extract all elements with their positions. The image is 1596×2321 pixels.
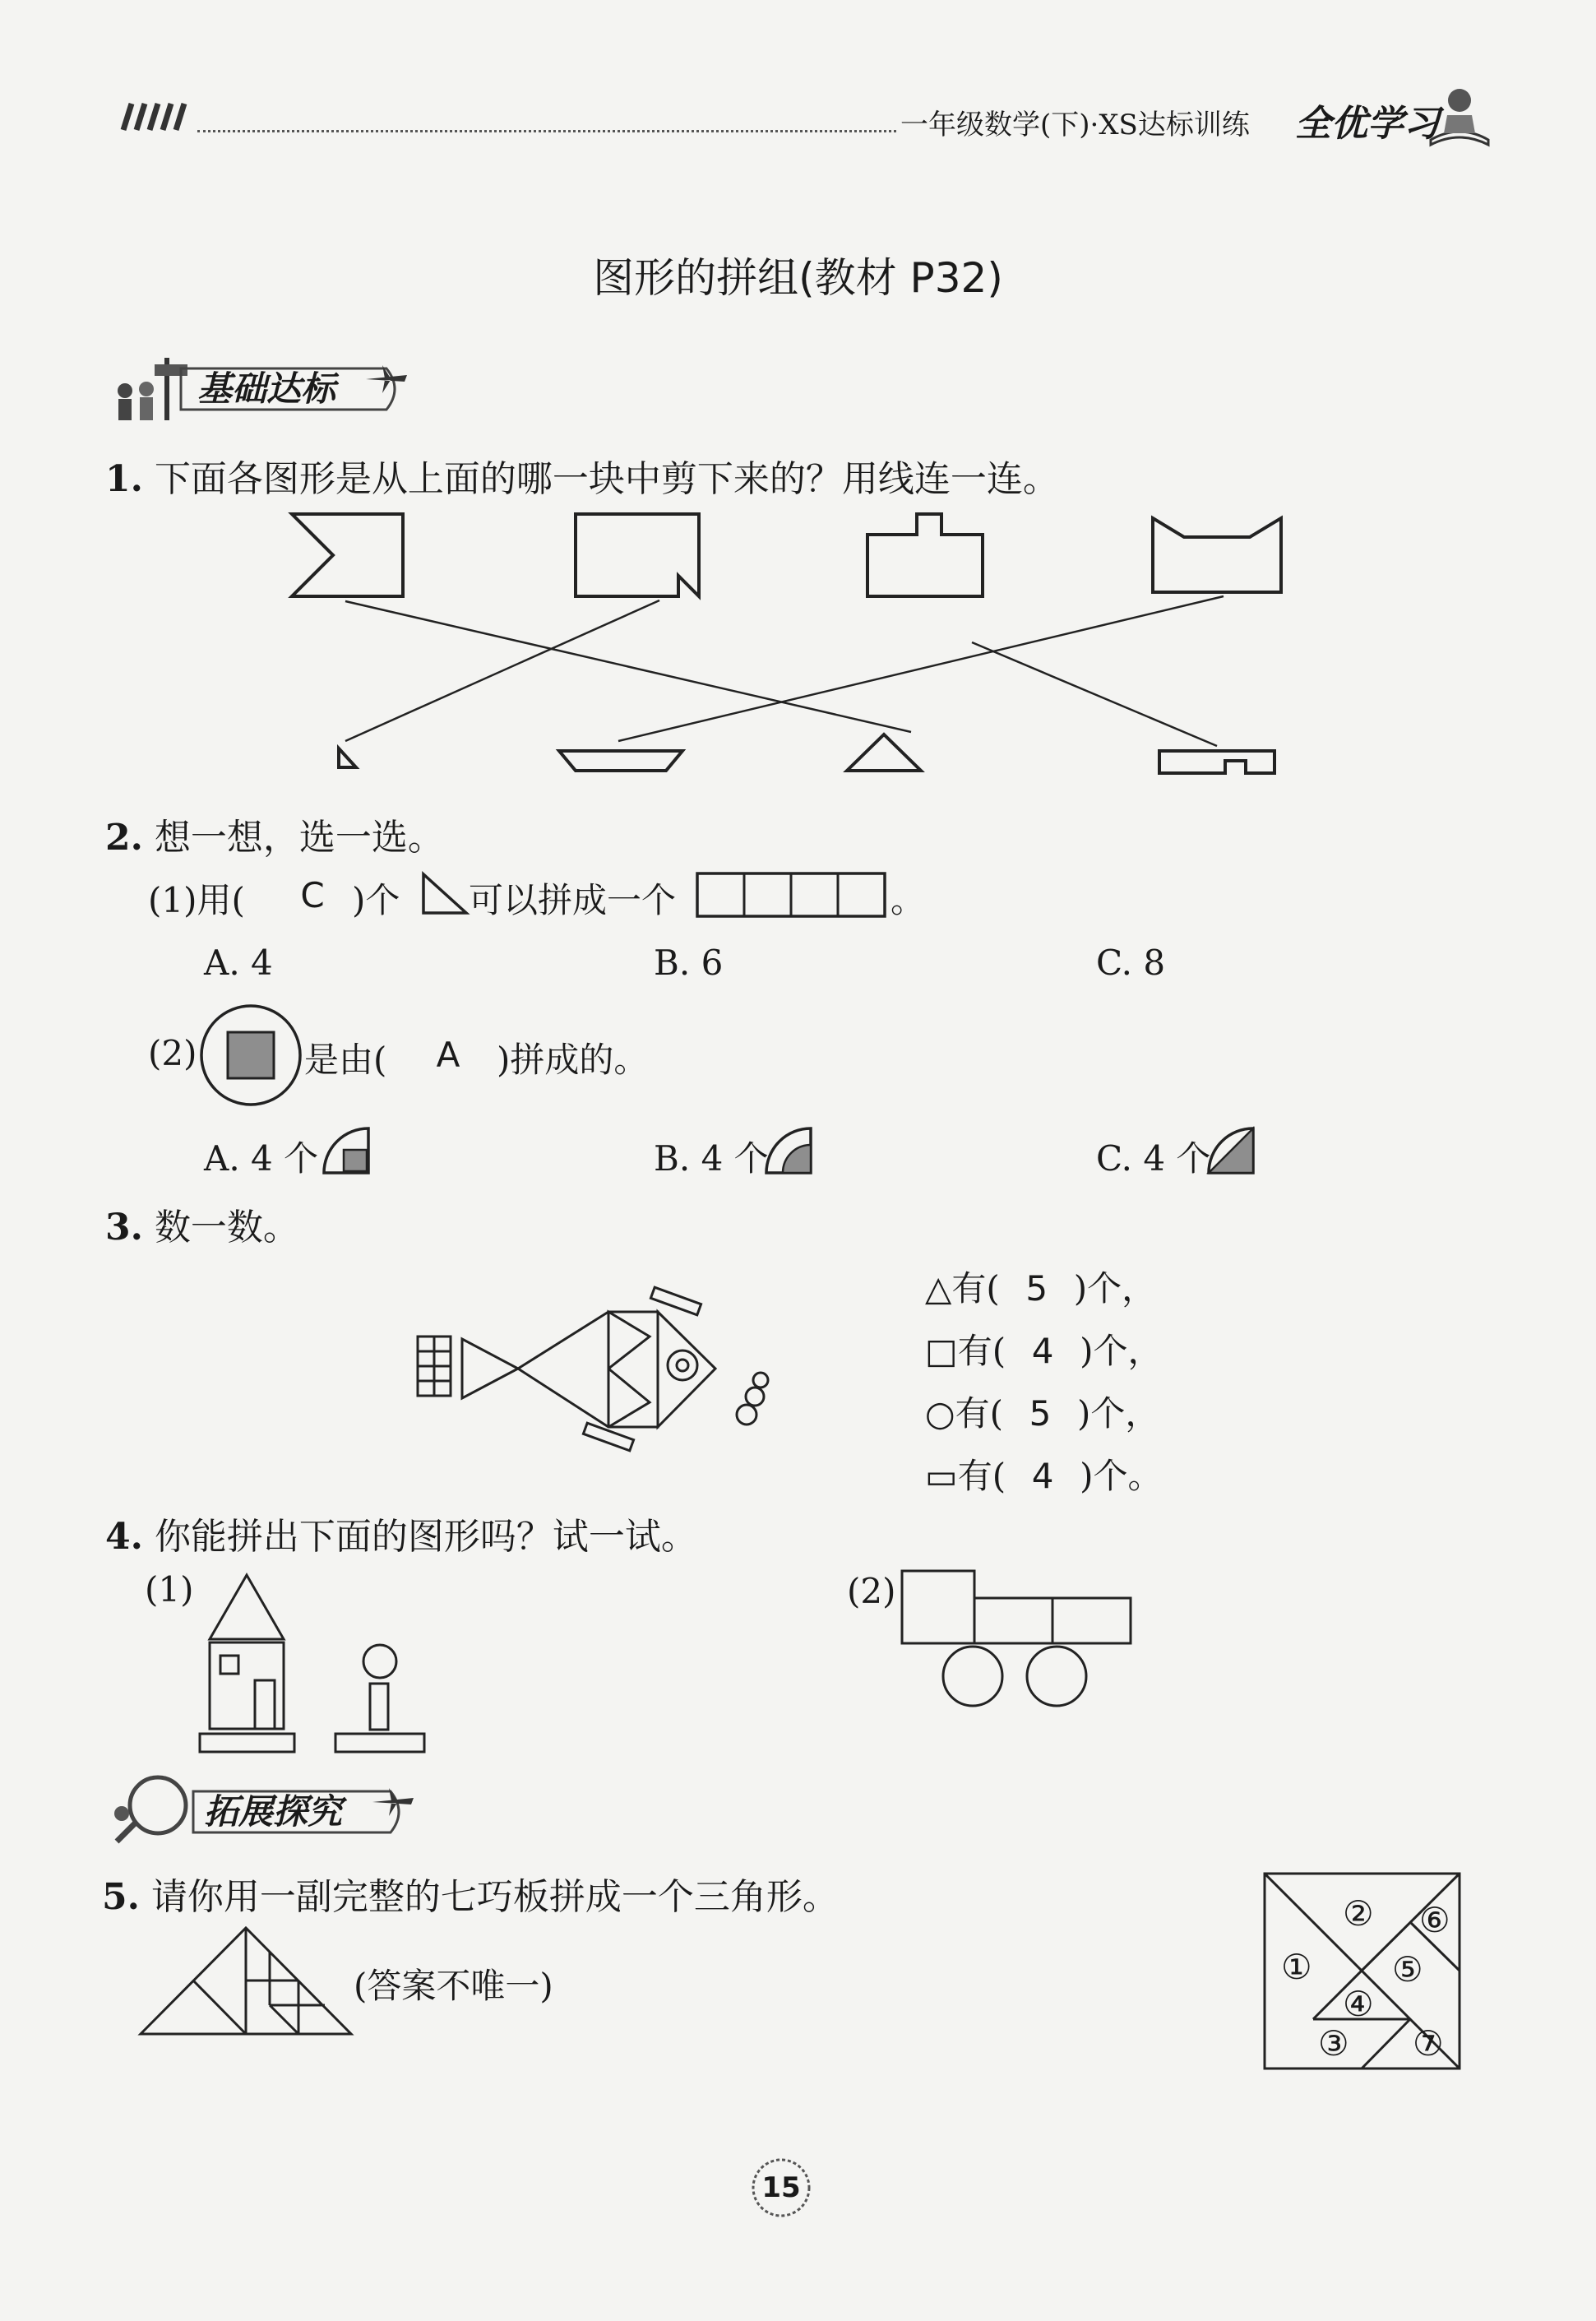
- tangram-piece-6: ⑥: [1419, 1900, 1450, 1940]
- triangle-shape-icon: △: [925, 1268, 952, 1309]
- match-line: [345, 601, 911, 732]
- question-text: 数一数。: [154, 1207, 299, 1249]
- q2-sub2-option-c: C. 4 个: [1096, 1138, 1211, 1179]
- small-triangle-piece: [339, 748, 356, 767]
- page-number: 15: [761, 2171, 801, 2204]
- q5-note: (答案不唯一): [354, 1966, 553, 2006]
- q4-label-1: (1): [145, 1569, 194, 1610]
- q3-count-row-2: □有( 4 )个，: [925, 1331, 1163, 1371]
- count-answer: 4: [1031, 1456, 1054, 1496]
- plane-icon: [368, 1781, 418, 1823]
- triangle-piece: [847, 734, 921, 771]
- notched-rect-piece: [1159, 751, 1274, 773]
- corner-cut-rect-shape: [576, 514, 699, 596]
- tangram-triangle-answer: [138, 1923, 354, 2038]
- q2-sub2-prefix: (2): [148, 1033, 197, 1073]
- q2-sub1-suffix: 可以拼成一个: [469, 880, 677, 920]
- house-figure: [197, 1567, 436, 1756]
- match-line: [972, 642, 1217, 746]
- q3-count-row-3: ○有( 5 )个，: [925, 1393, 1160, 1434]
- circle-shape-icon: ○: [925, 1393, 955, 1434]
- q1-matching-figure: [280, 506, 1307, 785]
- quarter-circle-with-square-icon: [321, 1125, 372, 1176]
- question-text: 想一想，选一选。: [154, 817, 444, 859]
- tangram-piece-5: ⑤: [1392, 1949, 1423, 1990]
- section-label-extend: 拓展探究: [204, 1791, 343, 1832]
- tangram-piece-2: ②: [1343, 1893, 1374, 1934]
- right-triangle-icon: [421, 872, 470, 917]
- q4-label-2: (2): [847, 1571, 896, 1611]
- tangram-piece-1: ①: [1281, 1947, 1312, 1987]
- header-book-title: 一年级数学(下)·XS达标训练: [900, 109, 1250, 141]
- question-text: 你能拼出下面的图形吗？试一试。: [154, 1516, 697, 1558]
- question-number: 4.: [105, 1516, 143, 1558]
- reading-boy-logo-icon: [1423, 82, 1497, 148]
- count-answer: 4: [1031, 1331, 1054, 1371]
- square-shape-icon: □: [925, 1331, 958, 1371]
- question-1: [105, 449, 1059, 502]
- trapezoid-piece: [559, 751, 682, 771]
- question-text: 请你用一副完整的七巧板拼成一个三角形。: [150, 1876, 839, 1918]
- q2-sub1-end: 。: [891, 880, 926, 920]
- question-number: 3.: [105, 1207, 143, 1249]
- q2-sub2-suffix: )拼成的。: [497, 1040, 649, 1080]
- count-answer: 5: [1025, 1268, 1048, 1309]
- match-line: [345, 600, 659, 741]
- header-stripes-icon: [115, 100, 197, 133]
- q2-sub2-mid: 是由(: [304, 1040, 387, 1080]
- q2-sub1-mid: )个: [352, 880, 400, 920]
- four-square-strip-icon: [696, 872, 889, 920]
- question-2: [105, 808, 444, 860]
- q2-sub2-option-b: B. 4 个: [654, 1138, 769, 1179]
- q2-sub1-answer: C: [300, 875, 325, 915]
- tangram-piece-3: ③: [1318, 2023, 1349, 2064]
- q2-sub1-option-a: A. 4: [204, 943, 273, 983]
- question-4: [105, 1507, 697, 1559]
- tangram-piece-4: ④: [1343, 1984, 1374, 2024]
- question-text: 下面各图形是从上面的哪一块中剪下来的？用线连一连。: [154, 458, 1059, 500]
- cat-ear-rect-shape: [1153, 518, 1281, 592]
- q3-count-row-1: △有( 5 )个，: [925, 1268, 1157, 1309]
- plane-icon: [362, 359, 411, 400]
- header-dotted-rule: [197, 130, 896, 132]
- shape-fish-figure: [411, 1291, 789, 1464]
- q3-count-row-4: ▭有( 4 )个。: [925, 1456, 1163, 1496]
- q2-sub2-answer: A: [436, 1035, 460, 1075]
- page-title: 图形的拼组(教材 P32): [593, 254, 1003, 302]
- quarter-circle-segment-icon: [763, 1125, 814, 1176]
- section-label-basic: 基础达标: [197, 368, 336, 409]
- tangram-piece-7: ⑦: [1413, 2023, 1444, 2064]
- q2-sub1-option-b: B. 6: [654, 943, 724, 983]
- question-3: [105, 1198, 299, 1250]
- q2-sub1-prefix: (1)用(: [148, 880, 245, 920]
- question-number: 2.: [105, 817, 143, 859]
- q2-sub1-option-c: C. 8: [1096, 943, 1166, 983]
- quarter-circle-triangle-icon: [1205, 1125, 1256, 1176]
- rectangle-shape-icon: ▭: [925, 1456, 958, 1496]
- tab-rect-shape: [867, 514, 983, 596]
- question-number: 1.: [105, 458, 143, 500]
- truck-figure: [900, 1569, 1139, 1713]
- match-line: [618, 596, 1224, 741]
- circle-with-square-icon: [197, 1002, 304, 1109]
- question-5: [102, 1867, 839, 1920]
- header-brand: 全优学习: [1295, 103, 1440, 145]
- count-answer: 5: [1029, 1393, 1052, 1434]
- q2-sub2-option-a: A. 4 个: [204, 1138, 319, 1179]
- flag-notch-shape: [292, 514, 403, 596]
- question-number: 5.: [102, 1876, 140, 1918]
